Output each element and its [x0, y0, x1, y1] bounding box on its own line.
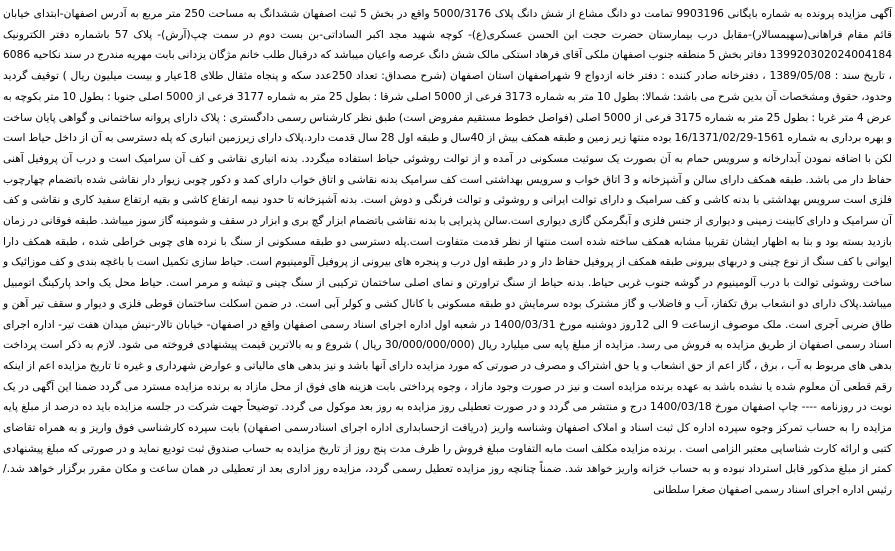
auction-notice-body: آگهی مزایده پرونده به شماره بایگانی 9903196 تمامت دو دانگ مشاع از شش دانگ پلاک 5000/3176 واقع در بخش 5 ثبت اصفهان ششدانگ به مساحت 250 متر مربع به آدرس اصفهان-ابتدای خیابان قائم مقام فراهانی(سهیمسالار)-مقابل درب بیمارستان حضرت حجت ابن الحسن عسکری(ع)- کوچه شهید مجد اکبر الساداتی-بن بست دوم در سمت چپ(آرش)- پلاک 57 باشماره دفتر الکترونیک 139920302024004184 دفاتر بخش 5 منطقه جنوب اصفهان ملکی آقای فرهاد استکی مالک شش دانگ عرصه واعیان میباشد که درقبال طلب خانم مژگان یزدانی بابت مهریه مندرج در سند نکاحیه 6086 ، تاریخ سند : 1389/05/08 ، دفترخانه صادر کننده : دفتر خانه ازدواج 9 شهراصفهان استان اصفهان (شرح مصداق: تعداد 250عدد سکه و پنجاه مثقال طلای 18عیار و بیست میلیون ریال ) توقیف گردید وحدود، حقوق ومشخصات آن بدین شرح می باشد: شمالا: بطول 10 متر به شماره 3173 فرعی از 5000 اصلی شرقا : بطول 25 متر به شماره 3177 فرعی از 5000 اصلی جنوبا : بطول 10 متر بکوچه به عرض 4 متر غربا : بطول 25 متر به شماره 3175 فرعی از 5000 اصلی (فواصل خطوط مستقیم مفروض است) طبق نظر کارشناس رسمی دادگستری : پلاک دارای پروانه ساختمانی و گواهی پایان ساخت و بهره برداری به شماره 1561-16/1371/02/29 بوده منتها زیر زمین و طبقه همکف بیش از 40سال و طبقه اول 28 سال قدمت دارد.پلاک دارای زیرزمین انباری که پله دسترسی به آن از داخل حیاط است لکن با اضافه نمودن آبدارخانه و سرویس حمام به آن بصورت یک سوئیت مسکونی در آمده و از توالت روشوئی حیاط استفاده میگردد. بدنه انباری نقاشی و کف آن سرامیک است و درب آن پروفیل آهنی حفاظ دار می باشد. طبقه همکف دارای سالن و آشپزخانه و 3 اتاق خواب و سرویس بهداشتی است کف سرامیک بدنه نقاشی و اتاق خواب دارای کمد و دکور چوبی زیوار دار نقاشی شده باتضمام چهارچوب فلزی است سرویس بهداشتی با بدنه کاشی و کف سرامیک و دارای توالت ایرانی و روشوئی و توالت فرنگی و دوش است. بدنه آشپزخانه تا حدود نیمه ارتفاع کاشی و بقیه ارتفاع سفید کاری و نقاشی و کف آن سرامیک و دارای کابینت زمینی و دیواری از جنس فلزی و آبگرمکن گازی دیواری است.سالن پذیرایی با بدنه نقاشی باتضمام ابزار گچ بری و ابزار در سقف و شومینه گاز سوز میباشد. طبقه فوقانی در زمان بازدید بسته بود و بنا به اظهار ایشان تقریبا مشابه همکف ساخته شده است منتها از نظر قدمت متفاوت است.پله دسترسی دو طبقه مسکونی از سنگ با نرده های چوبی خراطی شده ، طبقه همکف دارا ایوانی با کف سنگ از نوع چینی و دربهای بیرونی طبقه همکف از پروفیل حفاظ دار و در طبقه اول درب و پنجره های بیرونی از پروفیل آلومینیوم است. حیاط سازی تکمیل است با باغچه بندی و کف موزائیک و ساخت روشوئی توالت با درب آلومینیوم در گوشه جنوب غربی حیاط. بدنه حیاط از سنگ تراورتن و نمای اصلی ساختمان ترکیبی از سنگ چینی و تیشه و مرمر است. حیاط محل یک واحد پارکینگ اتومبیل میباشد.پلاک دارای دو انشعاب برق تکفاز، آب و فاضلاب و گاز مشترک بوده سرمایش دو طبقه مسکونی با کانال کشی و کولر آبی است. در ضمن اسکلت ساختمان قوطی فلزی و دیوار و سقف تیر آهن و طاق ضربی آجری است. ملک موصوف ازساعت 9 الی 12روز دوشنبه مورخ 1400/03/31 در شعبه اول اداره اجرای اسناد رسمی اصفهان واقع در اصفهان- خیابان تالار-نبش میدان هفت تیر- اداره اجرای اسناد رسمی اصفهان از طریق مزایده به فروش می رسد. مزایده از مبلغ پایه سی میلیارد ریال (30/000/000/000 ریال ) شروع و به بالاترین قیمت پیشنهادی فروخته می شود. لازم به ذکر است پرداخت بدهی های مربوط به آب ، برق ، گاز اعم از حق انشعاب و یا حق اشتراک و مصرف در صورتی که مورد مزایده دارای آنها باشد و نیز بدهی های مالیاتی و عوارض شهرداری و غیره تا تاریخ مزایده اعم از اینکه رقم قطعی آن معلوم شده یا نشده باشد به عهده برنده مزایده است و نیز در صورت وجود مازاد ، وجوه پرداختی بابت هزینه های فوق از محل مازاد به برنده مزایده مسترد می گردد ضمنا این آگهی در یک نوبت در روزنامه ---- چاپ اصفهان مورخ 1400/03/18 درج و منتشر می گردد و در صورت تعطیلی روز مزایده به روز بعد موکول می گردد. توضیحاً جهت شرکت در جلسه مزایده باید ده درصد از مبلغ پایه مزایده را به حساب تمرکز وجوه سپرده اداره کل ثبت اسناد و املاک اصفهان وشناسه واریز (دریافت ازحسابداری اداره اجرای اسنادرسمی اصفهان) بابت سپرده کارشناسی فوق واریز و به همراه تقاضای کتبی و ارائه کارت شناسایی معتبر الزامی است . برنده مزایده مکلف است مابه التفاوت مبلغ فروش را ظرف مدت پنج روز از تاریخ مزایده به حساب صندوق ثبت تودیع نماید و در صورتی که مبلغ پیشنهادی کمتر از مبلغ مذکور قابل استرداد نبوده و به حساب خزانه واریز خواهد شد. ضمناً چنانچه روز مزایده تعطیل رسمی گردد، مزایده روز اداری بعد از تعطیلی در همان ساعت و مکان مقرر برگزار خواهد شد./ رئیس اداره اجرای اسناد رسمی اصفهان صغرا سلطانی — [3, 7, 893, 497]
